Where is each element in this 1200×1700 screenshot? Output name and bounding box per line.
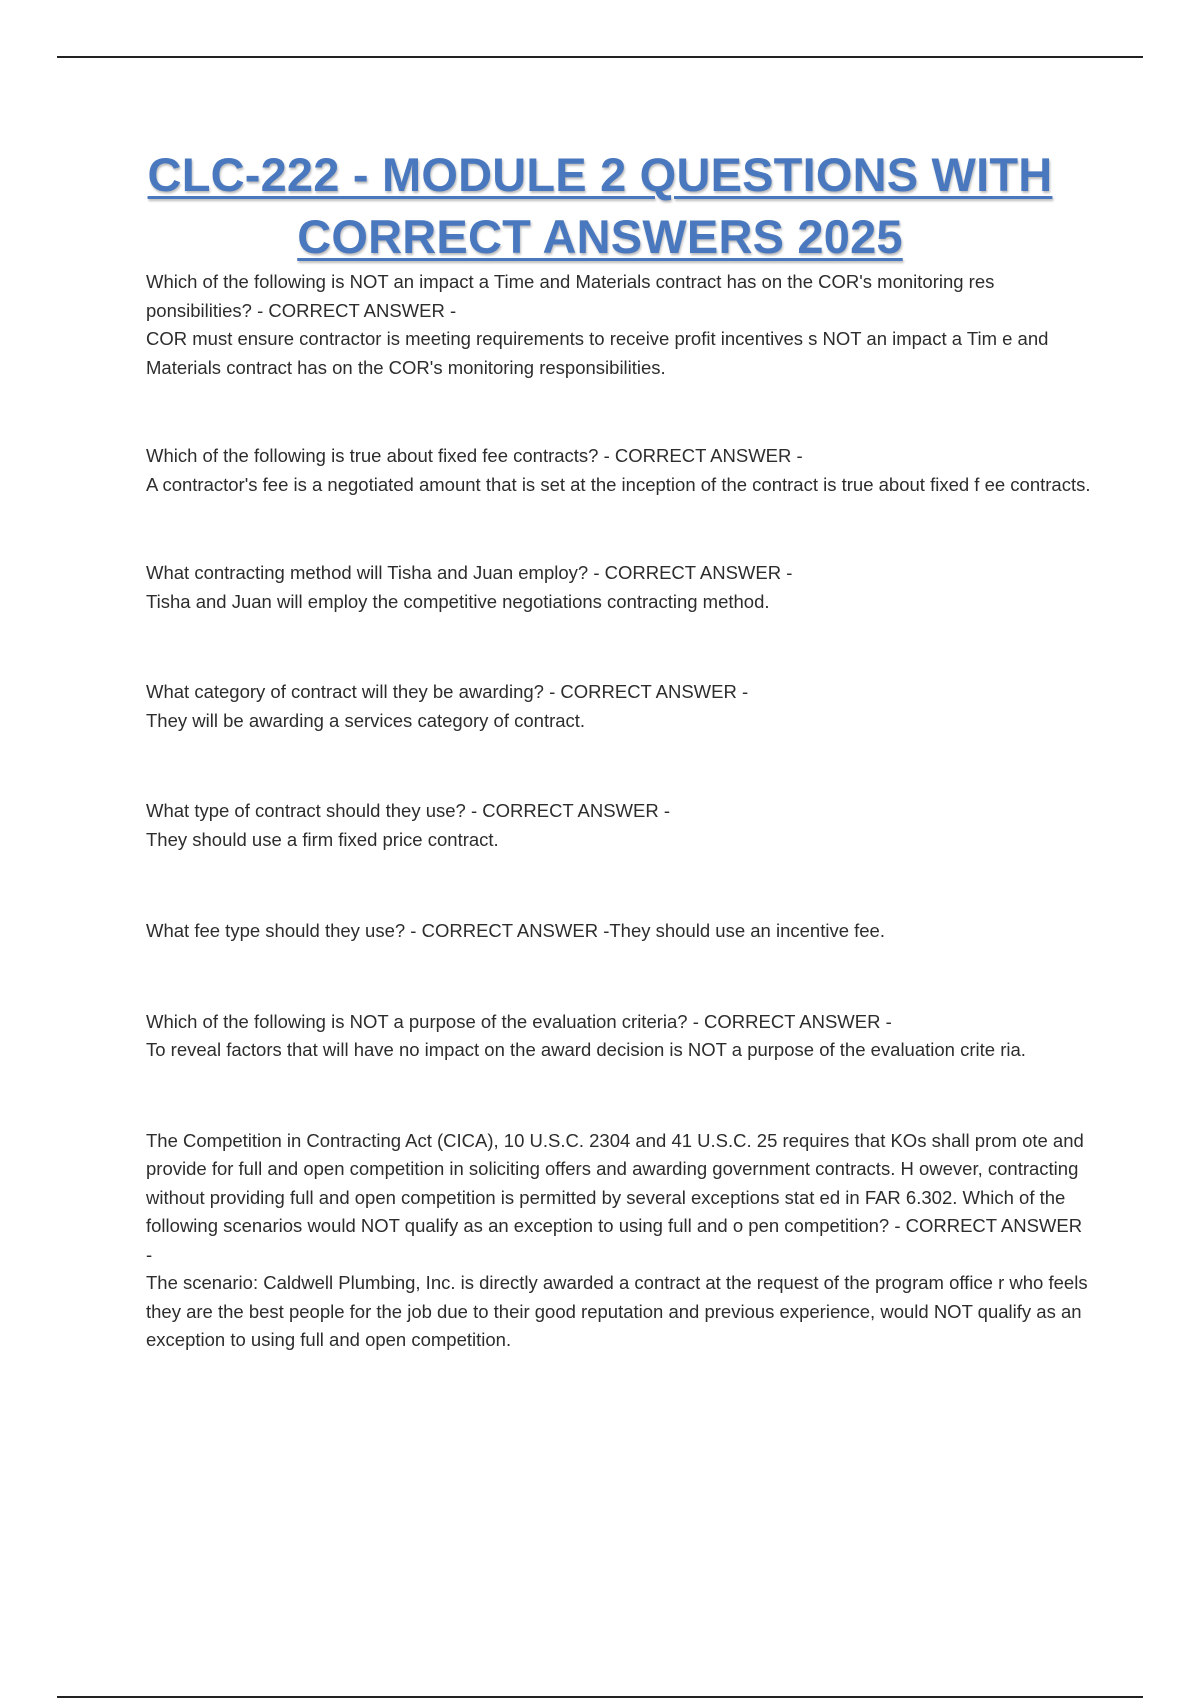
qa-item: [146, 268, 1091, 382]
qa-item: [146, 1008, 1091, 1065]
answer-text: Tisha and Juan will employ the competitive negotiations contracting method.: [146, 590, 770, 612]
document-title: [57, 144, 1143, 268]
answer-text: COR must ensure contractor is meeting requirements to receive profit incentives s NOT an impact a Tim e and Materials contract has on the COR's monitoring responsibilities.: [146, 328, 1049, 378]
title-line-2: CORRECT ANSWERS 2025: [297, 210, 903, 263]
question-text: What contracting method will Tisha and Juan employ? - CORRECT ANSWER -: [146, 562, 793, 583]
qa-list: [146, 268, 1091, 1355]
qa-item: [146, 559, 1091, 616]
question-text: Which of the following is NOT an impact a Time and Materials contract has on the COR's monitoring res ponsibilities? - CORRECT ANSWER -: [146, 271, 995, 321]
question-text: Which of the following is NOT a purpose of the evaluation criteria? - CORRECT ANSWER -: [146, 1010, 892, 1032]
bottom-rule: [57, 1696, 1143, 1698]
answer-text: The scenario: Caldwell Plumbing, Inc. is directly awarded a contract at the request of the program office r who feels they are the best people for the job due to their good reputation and previous experience, would NOT qualify as an exception to using full and open competition.: [146, 1272, 1088, 1350]
question-text: What fee type should they use? - CORRECT ANSWER -They should use an incentive fee.: [146, 920, 885, 941]
answer-text: They should use a firm fixed price contract.: [146, 828, 499, 850]
qa-item: [146, 1127, 1091, 1355]
answer-text: They will be awarding a services category of contract.: [146, 709, 586, 731]
answer-text: A contractor's fee is a negotiated amount that is set at the inception of the contract is true about fixed f ee contracts.: [146, 473, 1091, 495]
question-text: What category of contract will they be awarding? - CORRECT ANSWER -: [146, 681, 749, 702]
question-text: The Competition in Contracting Act (CICA), 10 U.S.C. 2304 and 41 U.S.C. 25 requires that KOs shall prom ote and provide for full and open competition in soliciting offers and awarding government contracts. H owever, contracting without providing full and open competition is permitted by several exceptions stat ed in FAR 6.302. Which of the following scenarios would NOT qualify as an exception to using full and o pen competition? - CORRECT ANSWER -: [146, 1129, 1084, 1265]
qa-item: [146, 442, 1091, 499]
question-text: What type of contract should they use? - CORRECT ANSWER -: [146, 800, 671, 821]
qa-item: [146, 678, 1091, 735]
qa-item: [146, 917, 1091, 946]
answer-text: To reveal factors that will have no impact on the award decision is NOT a purpose of the evaluation crite ria.: [146, 1039, 1026, 1060]
qa-item: [146, 797, 1091, 854]
title-line-1: CLC-222 - MODULE 2 QUESTIONS WITH: [147, 148, 1053, 201]
question-text: Which of the following is true about fixed fee contracts? - CORRECT ANSWER -: [146, 445, 803, 466]
top-rule: [57, 56, 1143, 58]
